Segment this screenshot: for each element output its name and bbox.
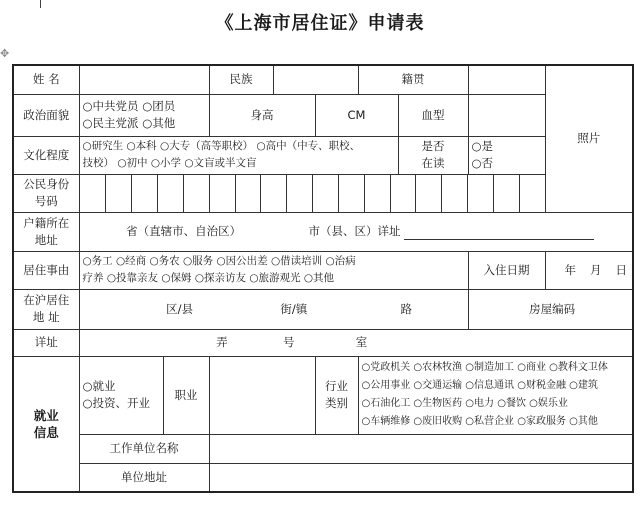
id-number-label <box>13 174 79 212</box>
shanghai-address-label-line1: 在沪居住 <box>23 293 70 307</box>
origin-label: 籍贯 <box>358 65 468 94</box>
studying-no-option[interactable]: ○否 <box>471 156 494 170</box>
photo-box[interactable] <box>545 65 633 212</box>
shanghai-address-field[interactable] <box>79 289 468 329</box>
education-options-line1[interactable]: ○研究生 ○本科 ○大专（高等职校） ○高中（中专、职校、 <box>82 140 361 152</box>
day-unit: 日 <box>615 262 627 277</box>
hukou-label-line1: 户籍所在 <box>23 215 70 230</box>
shanghai-address-label <box>13 289 79 329</box>
industry-label <box>315 356 358 434</box>
city-text: 市（县、区）详址 <box>308 224 401 238</box>
table-move-handle-icon[interactable]: ✥ <box>0 47 10 60</box>
row-detail-address <box>13 329 633 356</box>
employer-address-field[interactable] <box>209 463 633 492</box>
blood-type-label: 血型 <box>398 94 468 136</box>
reason-options-line1[interactable]: ○务工 ○经商 ○务农 ○服务 ○因公出差 ○借读培训 ○治病 <box>82 255 356 267</box>
row-hukou-address <box>13 212 633 251</box>
origin-field[interactable] <box>468 65 545 94</box>
studying-label <box>398 136 468 174</box>
status-investment-option[interactable]: ○投资、开业 <box>82 396 151 410</box>
row-employer-address <box>13 463 633 492</box>
id-number-label-line1: 公民身份 <box>23 177 70 191</box>
row-residence-reason <box>13 251 633 289</box>
id-digit-grid[interactable] <box>80 175 545 212</box>
height-label: 身高 <box>209 94 315 136</box>
street-text: 街/镇 <box>280 301 308 316</box>
employer-name-label: 工作单位名称 <box>79 434 209 463</box>
lane-text: 弄 <box>216 335 228 349</box>
ethnicity-field[interactable] <box>273 65 358 94</box>
id-number-label-line2: 号码 <box>34 194 58 208</box>
province-text: 省（直辖市、自治区） <box>126 224 242 238</box>
industry-options-line1[interactable]: ○党政机关 ○农林牧渔 ○制造加工 ○商业 ○教科文卫体 <box>361 362 608 373</box>
employment-info-label-line2: 信息 <box>33 424 59 440</box>
political-options-line2[interactable]: ○民主党派 ○其他 <box>82 116 176 130</box>
year-unit: 年 <box>564 262 576 277</box>
house-number-field[interactable] <box>468 289 633 329</box>
political-options-line1[interactable]: ○中共党员 ○团员 <box>82 99 176 113</box>
row-shanghai-address <box>13 289 633 329</box>
industry-options-line2[interactable]: ○公用事业 ○交通运输 ○信息通讯 ○财税金融 ○建筑 <box>361 380 598 391</box>
shanghai-address-label-line2: 地 址 <box>32 310 60 324</box>
row-name <box>13 65 633 94</box>
education-options-line2[interactable]: 技校） ○初中 ○小学 ○文盲或半文盲 <box>82 157 257 169</box>
status-employed-option[interactable]: ○就业 <box>82 379 116 393</box>
house-number-label: 房屋编码 <box>529 301 576 316</box>
detail-address-underline[interactable] <box>404 227 594 240</box>
industry-label-line2: 类别 <box>325 396 348 410</box>
hukou-address-field[interactable] <box>79 212 633 251</box>
height-unit: CM <box>315 94 398 136</box>
political-label: 政治面貌 <box>13 94 79 136</box>
reason-options-line2[interactable]: 疗养 ○投靠亲友 ○保姆 ○探亲访友 ○旅游观光 ○其他 <box>82 272 334 284</box>
reason-label: 居住事由 <box>13 251 79 289</box>
road-text: 路 <box>400 301 413 316</box>
industry-options[interactable] <box>358 356 633 434</box>
detail-address-field[interactable] <box>79 329 633 356</box>
education-label: 文化程度 <box>13 136 79 174</box>
number-text: 号 <box>282 335 295 349</box>
detail-address-label: 详址 <box>13 329 79 356</box>
district-text: 区/县 <box>166 301 194 316</box>
education-options[interactable] <box>79 136 398 174</box>
row-political <box>13 94 633 136</box>
photo-label: 照片 <box>577 131 601 146</box>
move-in-date-field[interactable] <box>545 251 633 289</box>
name-field[interactable] <box>79 65 209 94</box>
id-number-boxes[interactable] <box>79 174 545 212</box>
employer-name-field[interactable] <box>209 434 633 463</box>
month-unit: 月 <box>590 262 602 277</box>
employment-info-label <box>13 356 79 492</box>
political-options[interactable] <box>79 94 209 136</box>
application-form-table <box>12 64 634 493</box>
ethnicity-label: 民族 <box>209 65 273 94</box>
studying-yes-option[interactable]: ○是 <box>471 139 494 153</box>
room-text: 室 <box>355 335 368 349</box>
studying-options[interactable] <box>468 136 545 174</box>
employment-status-options[interactable] <box>79 356 163 434</box>
blood-type-field[interactable] <box>468 94 545 136</box>
employment-info-label-line1: 就业 <box>33 407 59 423</box>
occupation-label: 职业 <box>163 356 209 434</box>
employer-address-label: 单位地址 <box>79 463 209 492</box>
studying-label-line1: 是否 <box>421 139 445 153</box>
reason-options[interactable] <box>79 251 468 289</box>
form-title: 《上海市居住证》申请表 <box>215 13 425 34</box>
hukou-label-line2: 地址 <box>34 232 58 247</box>
industry-options-line4[interactable]: ○车辆维修 ○废旧收购 ○私营企业 ○家政服务 ○其他 <box>361 416 598 427</box>
row-id-number <box>13 174 633 212</box>
row-employment <box>13 356 633 434</box>
hukou-label <box>13 212 79 251</box>
studying-label-line2: 在读 <box>421 156 445 170</box>
occupation-field[interactable] <box>209 356 315 434</box>
crop-tick-mark <box>40 0 41 8</box>
industry-label-line1: 行业 <box>325 379 348 393</box>
name-label: 姓 名 <box>13 65 79 94</box>
row-education <box>13 136 633 174</box>
row-employer-name <box>13 434 633 463</box>
move-in-date-label: 入住日期 <box>468 251 545 289</box>
industry-options-line3[interactable]: ○石油化工 ○生物医药 ○电力 ○餐饮 ○娱乐业 <box>361 398 568 409</box>
